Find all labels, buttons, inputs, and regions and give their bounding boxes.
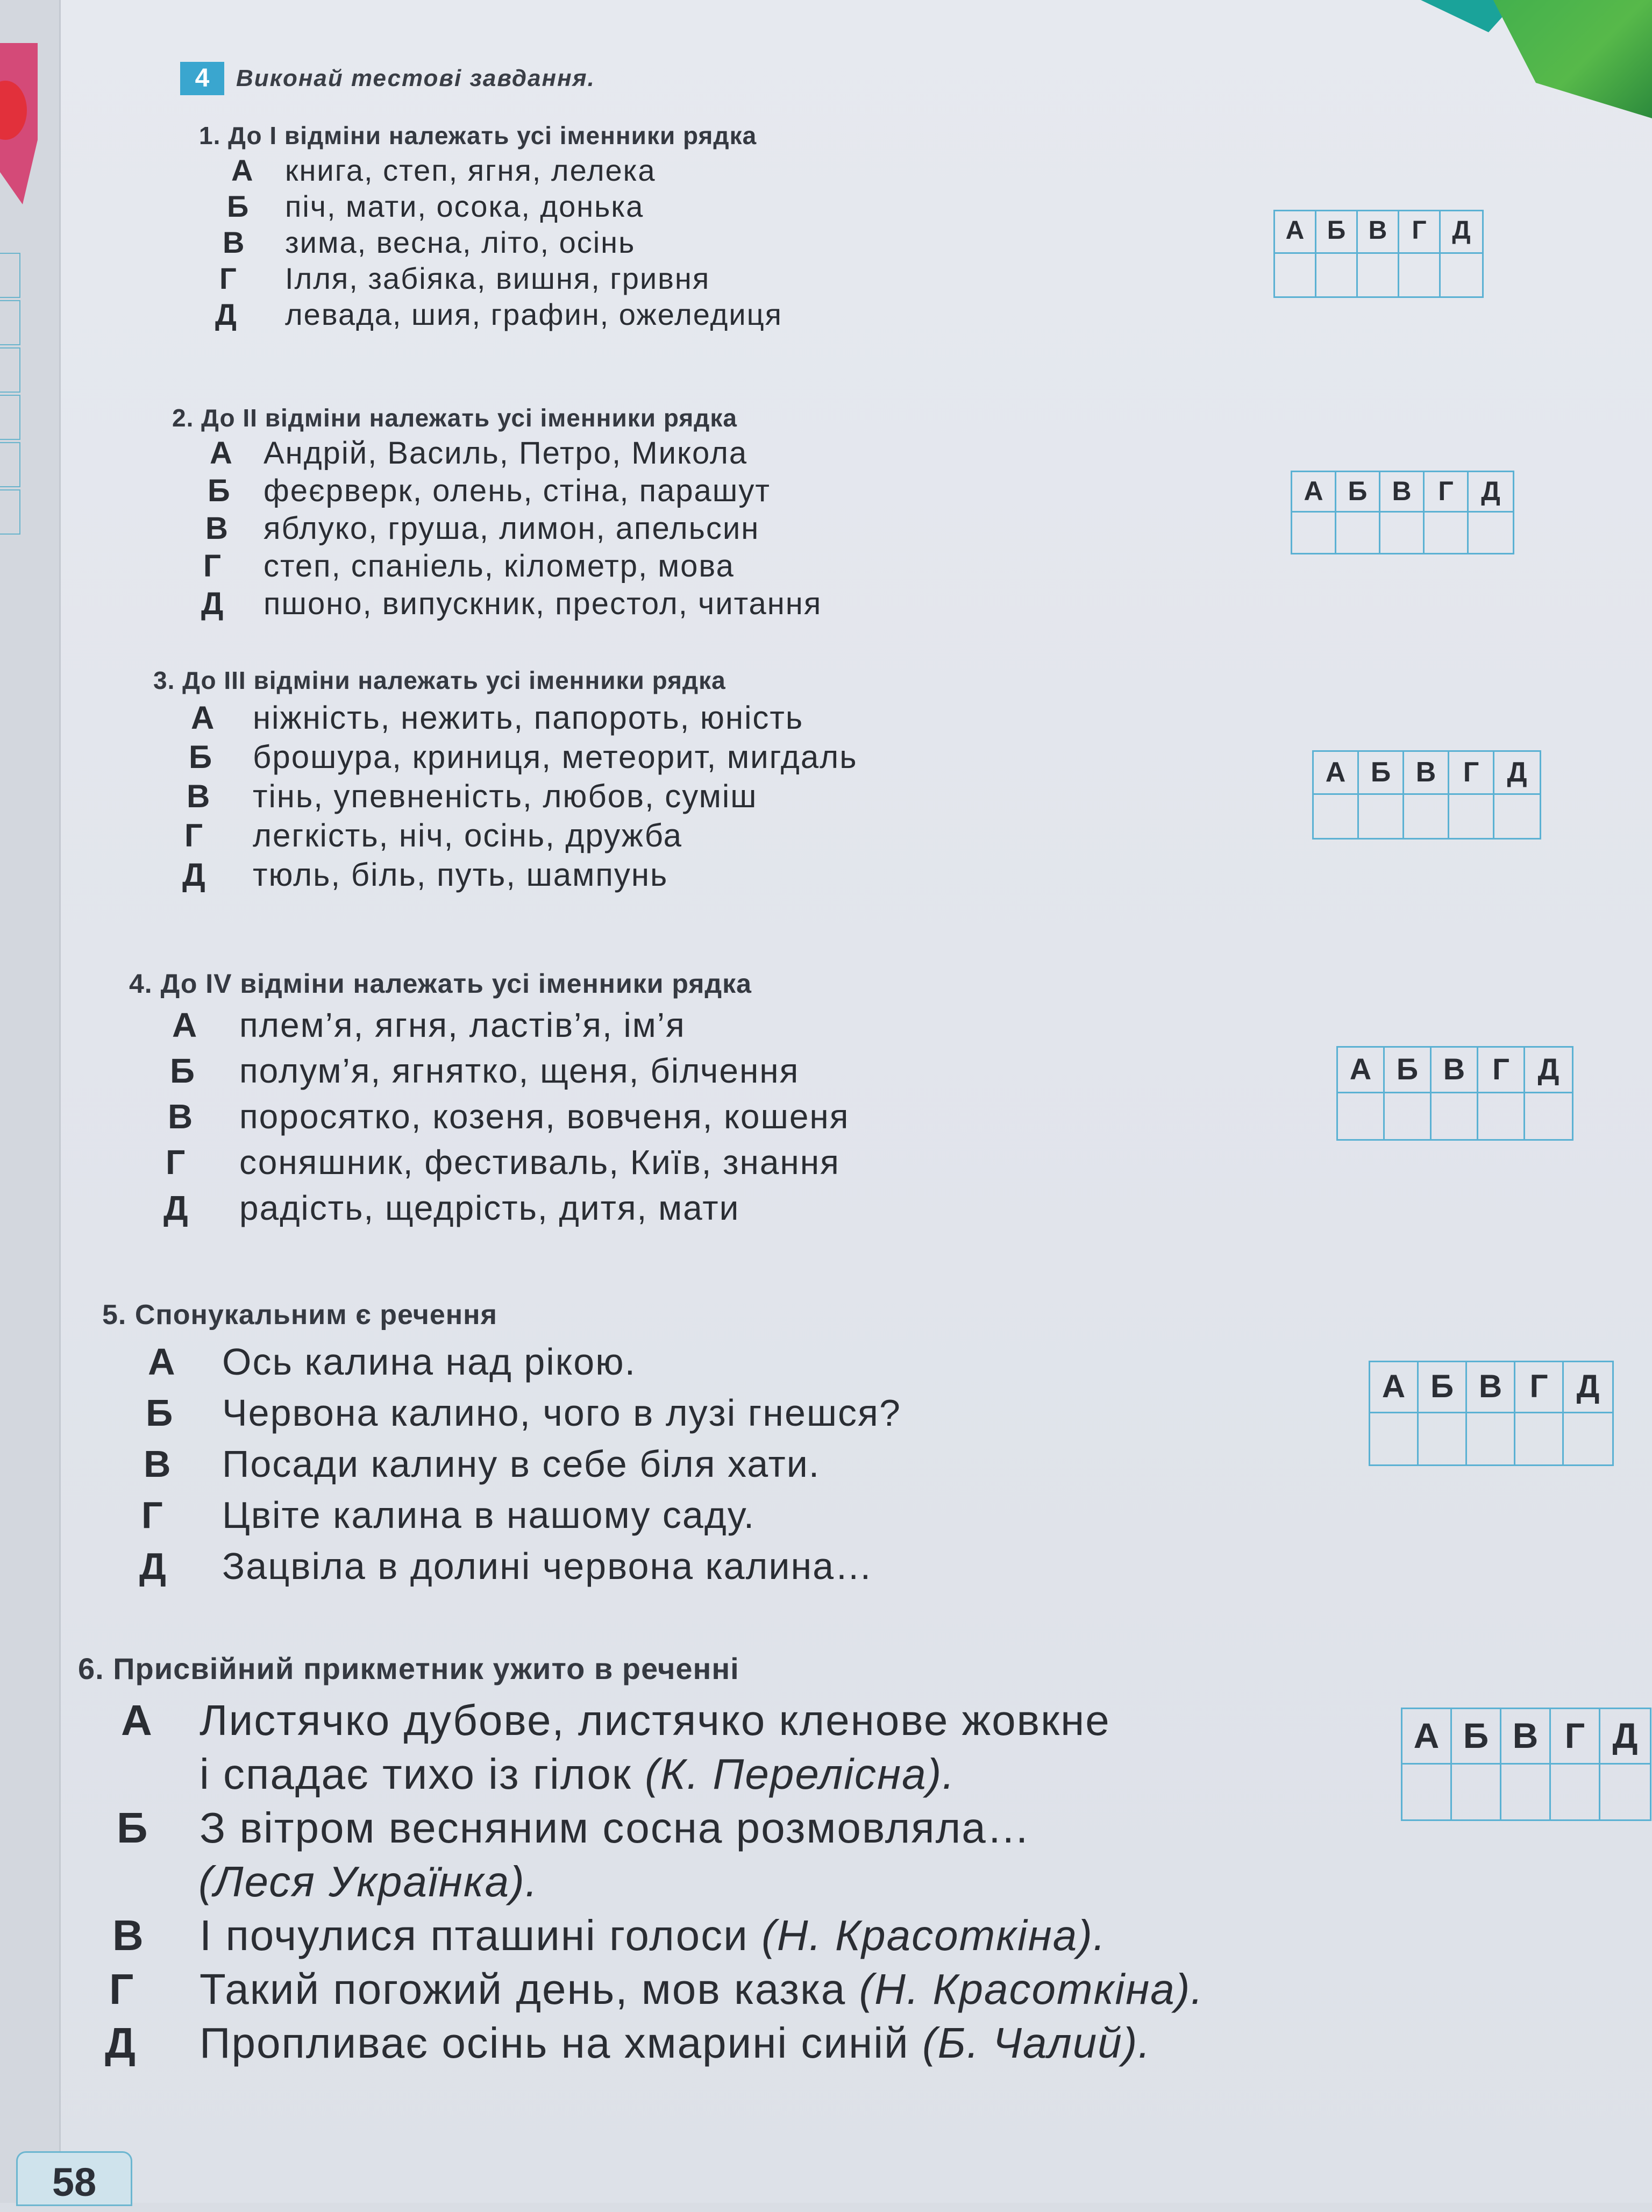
option-g[interactable]: Г Ілля, забіяка, вишня, гривня xyxy=(219,261,710,295)
answer-grid-2[interactable]: А Б В Г Д xyxy=(1291,471,1514,554)
question-title: 6. Присвійний прикметник ужито в реченні xyxy=(78,1652,739,1685)
option-v[interactable]: В І почулися пташині голоси (Н. Красоткіна). xyxy=(112,1911,1107,1959)
answer-grid-4[interactable]: А Б В Г Д xyxy=(1336,1046,1573,1141)
question-6 xyxy=(78,1651,1204,2070)
option-b[interactable]: Б З вітром весняним сосна розмовляла… xyxy=(117,1804,1031,1852)
question-3 xyxy=(153,666,857,894)
answer-grid-5[interactable]: А Б В Г Д xyxy=(1369,1361,1614,1466)
question-title: 1. До І відміни належать усі іменники рядка xyxy=(199,122,757,150)
option-d[interactable]: Д пшоно, випускник, престол, читання xyxy=(201,586,822,621)
option-a[interactable]: А Листячко дубове, листячко кленове жовкне xyxy=(121,1696,1110,1744)
page-number: 58 xyxy=(16,2151,132,2206)
task-number-badge: 4 xyxy=(180,62,224,95)
question-title: 2. До ІІ відміни належать усі іменники рядка xyxy=(172,404,737,432)
option-g[interactable]: Г легкість, ніч, осінь, дружба xyxy=(184,817,682,853)
option-a[interactable]: А плем’я, ягня, ластів’я, ім’я xyxy=(172,1006,686,1044)
option-d[interactable]: Д Зацвіла в долині червона калина… xyxy=(139,1545,874,1587)
option-b[interactable]: Б брошура, криниця, метеорит, мигдаль xyxy=(189,739,858,775)
option-v[interactable]: В Посади калину в себе біля хати. xyxy=(144,1443,821,1485)
question-2 xyxy=(172,403,822,623)
option-v[interactable]: В зима, весна, літо, осінь xyxy=(223,225,636,259)
question-4 xyxy=(129,968,849,1231)
option-g[interactable]: Г Цвіте калина в нашому саду. xyxy=(141,1494,756,1536)
question-title: 3. До ІІІ відміни належать усі іменники рядка xyxy=(153,666,726,694)
option-d[interactable]: Д левада, шия, графин, ожеледиця xyxy=(215,297,782,331)
option-b[interactable]: Б феєрверк, олень, стіна, парашут xyxy=(208,473,771,508)
option-a[interactable]: А книга, степ, ягня, лелека xyxy=(231,153,656,187)
option-d[interactable]: Д тюль, біль, путь, шампунь xyxy=(182,857,668,893)
option-b[interactable]: Б Червона калино, чого в лузі гнешся? xyxy=(146,1392,901,1434)
answer-grid-3[interactable]: А Б В Г Д xyxy=(1312,750,1541,840)
option-a[interactable]: А ніжність, нежить, папороть, юність xyxy=(191,700,804,736)
question-title: 5. Спонукальним є речення xyxy=(102,1299,497,1331)
option-a-continued: і спадає тихо із гілок (К. Перелісна). xyxy=(200,1750,956,1798)
answer-grid-6[interactable]: А Б В Г Д xyxy=(1401,1708,1651,1821)
option-g[interactable]: Г соняшник, фестиваль, Київ, знання xyxy=(166,1143,840,1182)
question-5 xyxy=(102,1299,901,1592)
option-d[interactable]: Д радість, щедрість, дитя, мати xyxy=(163,1189,740,1227)
question-title: 4. До IV відміни належать усі іменники рядка xyxy=(129,969,752,999)
task-header xyxy=(180,62,595,95)
option-b[interactable]: Б полум’я, ягнятко, щеня, білчення xyxy=(170,1051,800,1090)
task-title: Виконай тестові завдання. xyxy=(236,65,595,91)
option-d[interactable]: Д Пропливає осінь на хмарині синій (Б. Чалий). xyxy=(105,2019,1151,2067)
option-g[interactable]: Г Такий погожий день, мов казка (Н. Красоткіна). xyxy=(109,1965,1204,2013)
option-b[interactable]: Б піч, мати, осока, донька xyxy=(227,189,644,223)
question-1 xyxy=(199,121,782,332)
option-v[interactable]: В тінь, упевненість, любов, суміш xyxy=(187,778,758,814)
option-b-author: (Леся Українка). xyxy=(198,1858,538,1905)
answer-grid-1[interactable]: А Б В Г Д xyxy=(1273,210,1484,298)
option-v[interactable]: В поросятко, козеня, вовченя, кошеня xyxy=(168,1097,850,1136)
option-a[interactable]: А Ось калина над рікою. xyxy=(148,1341,637,1383)
option-v[interactable]: В яблуко, груша, лимон, апельсин xyxy=(205,511,760,546)
option-g[interactable]: Г степ, спаніель, кілометр, мова xyxy=(203,549,735,584)
option-a[interactable]: А Андрій, Василь, Петро, Микола xyxy=(210,436,748,471)
